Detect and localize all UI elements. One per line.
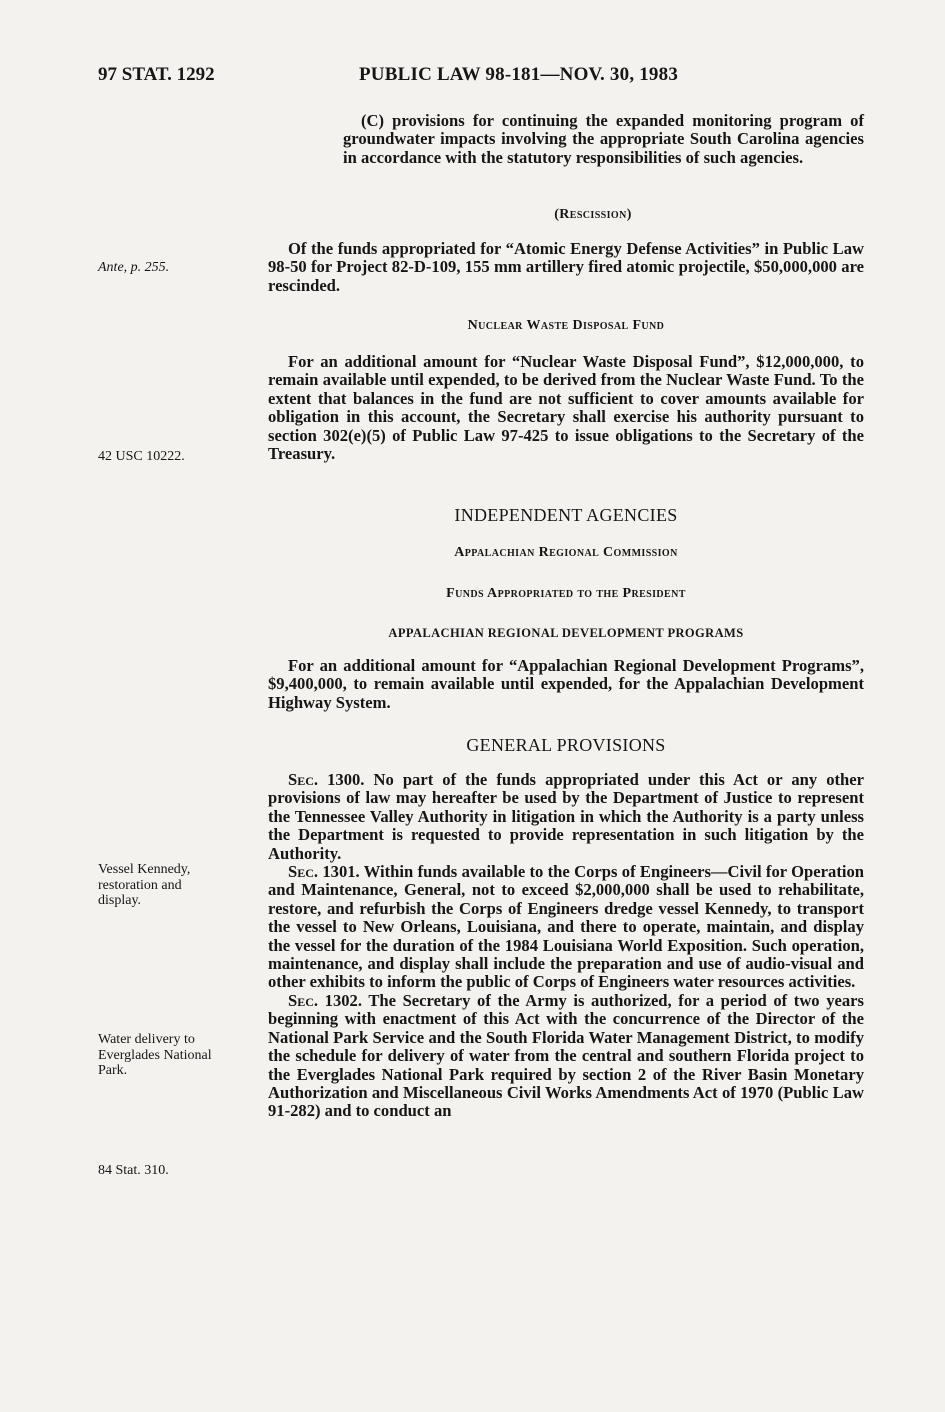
- page-citation: 97 STAT. 1292: [98, 64, 215, 85]
- margin-note-usc: 42 USC 10222.: [98, 449, 185, 464]
- groundwater-clause: [343, 112, 864, 167]
- independent-heading-wrap: [268, 505, 864, 526]
- general-heading-wrap: [268, 735, 864, 756]
- ardp-paragraph: For an additional amount for “Appalachian Regional Development Programs”, $9,400,000, to remain available until expended, for the Appalachian Development Highway System.: [268, 656, 864, 712]
- ardp-heading: APPALACHIAN REGIONAL DEVELOPMENT PROGRAMS: [388, 626, 744, 640]
- nuclear-heading-wrap: [268, 318, 864, 334]
- arc-heading-wrap: [268, 545, 864, 561]
- sec-1302-text: The Secretary of the Army is authorized, for a period of two years beginning with enactment of this Act with the concurrence of the Director of the National Park Service and the South Florida Water Management District, to modify the schedule for delivery of water from the central and southern Florida project to the Everglades National Park required by section 2 of the River Basin Monetary Authorization and Miscellaneous Civil Works Amendments Act of 1970 (Public Law 91-282) and to conduct an: [268, 990, 864, 1121]
- groundwater-paragraph: (C) provisions for continuing the expanded monitoring program of groundwater impacts involving the appropriate South Carolina agencies in accordance with the statutory responsibilities of such agencies.: [343, 111, 864, 167]
- ardp-block: [268, 657, 864, 712]
- general-provisions-heading: GENERAL PROVISIONS: [466, 735, 666, 755]
- margin-note-stat: 84 Stat. 310.: [98, 1163, 169, 1178]
- rescission-heading: (Rescission): [554, 207, 632, 222]
- independent-agencies-heading: INDEPENDENT AGENCIES: [454, 505, 678, 525]
- margin-note-ante: Ante, p. 255.: [98, 260, 170, 275]
- sec-1300-text: No part of the funds appropriated under this Act or any other provisions of law may hereafter be used by the Department of Justice to represent the Tennessee Valley Authority in litigation in which the Authority is a party unless the Department is requested to provide representation in such litigation by the Authority.: [268, 770, 864, 863]
- rescission-heading-wrap: [268, 207, 864, 223]
- sec-1301-label: Sec. 1301.: [288, 862, 360, 882]
- running-header: PUBLIC LAW 98-181—NOV. 30, 1983: [359, 64, 679, 85]
- sec-1301-paragraph: [268, 863, 864, 992]
- sec-1301-text: Within funds available to the Corps of Engineers—Civil for Operation and Maintenance, General, not to exceed $2,000,000 shall be used to rehabilitate, restore, and refurbish the Corps of Engineers dredge vessel Kennedy, to transport the vessel to New Orleans, Louisiana, and there to operate, maintain, and display the vessel for the duration of the 1984 Louisiana World Exposition. Such operation, maintenance, and display shall include the preparation and use of audio-visual and other exhibits to inform the public of Corps of Engineers water resources activities.: [268, 862, 864, 992]
- nuclear-waste-heading: Nuclear Waste Disposal Fund: [467, 318, 665, 333]
- funds-president-heading: Funds Appropriated to the President: [446, 586, 686, 601]
- rescission-paragraph: Of the funds appropriated for “Atomic Energy Defense Activities” in Public Law 98-50 for Project 82-D-109, 155 mm artillery fired atomic projectile, $50,000,000 are rescinded.: [268, 239, 864, 295]
- ardp-heading-wrap: [268, 626, 864, 641]
- appalachian-commission-heading: Appalachian Regional Commission: [454, 545, 678, 560]
- rescission-block: [268, 240, 864, 295]
- sec-1300-paragraph: [268, 771, 864, 863]
- nuclear-block: [268, 353, 864, 463]
- sec-1300-label: Sec. 1300.: [288, 770, 365, 789]
- sec-1302-label: Sec. 1302.: [288, 990, 362, 1010]
- funds-heading-wrap: [268, 586, 864, 602]
- margin-note-everglades: Water delivery to Everglades National Park.: [98, 1032, 212, 1078]
- sections-block: [268, 771, 864, 1121]
- margin-note-kennedy: Vessel Kennedy, restoration and display.: [98, 862, 191, 908]
- sec-1302-paragraph: [268, 992, 864, 1121]
- nuclear-waste-paragraph: For an additional amount for “Nuclear Waste Disposal Fund”, $12,000,000, to remain available until expended, to be derived from the Nuclear Waste Fund. To the extent that balances in the fund are not sufficient to cover amounts available for obligation in this account, the Secretary shall exercise his authority pursuant to section 302(e)(5) of Public Law 97-425 to issue obligations to the Secretary of the Treasury.: [268, 352, 864, 464]
